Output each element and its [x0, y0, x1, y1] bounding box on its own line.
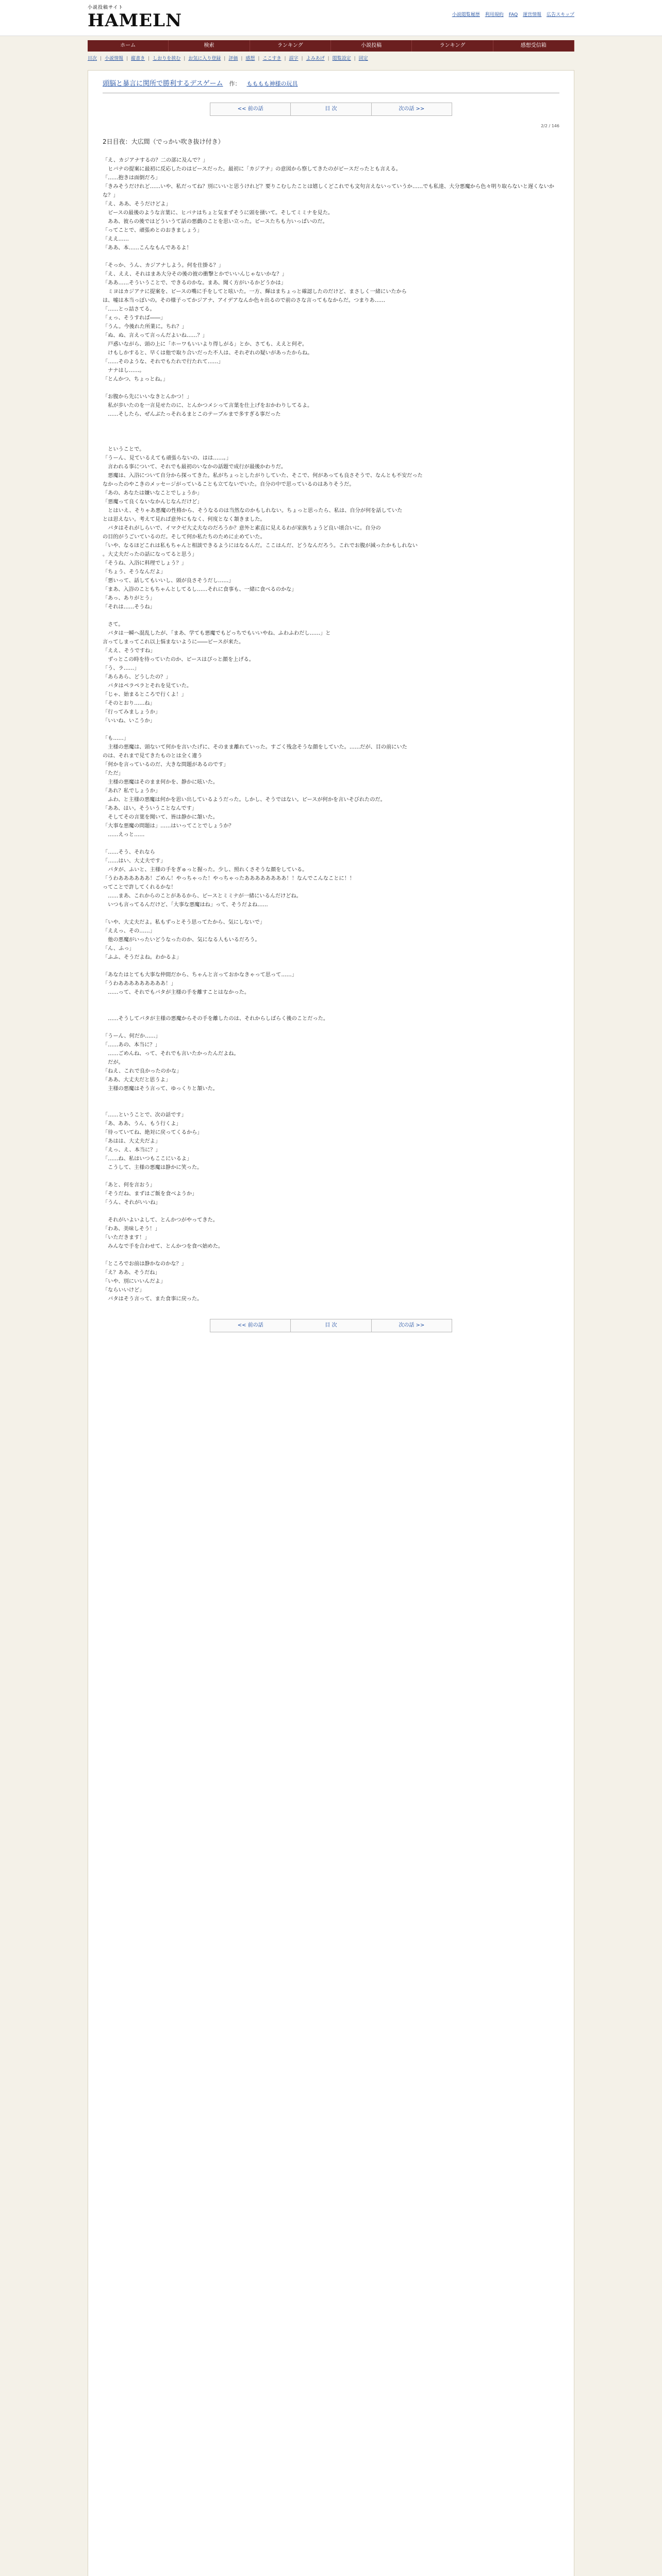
- main-nav: [88, 40, 574, 52]
- pager-bottom: [210, 1319, 452, 1332]
- novel-paragraph: [103, 1006, 559, 1014]
- novel-paragraph: 「……あの、本当に？」: [103, 1042, 160, 1048]
- novel-paragraph: 「……そう、それなら: [103, 849, 155, 855]
- top-link-ad-skip[interactable]: 広告スキップ: [547, 12, 574, 18]
- toc-button[interactable]: 目 次: [291, 103, 371, 115]
- nav-home[interactable]: ホーム: [88, 40, 169, 52]
- novel-paragraph: ……そうしてバタが主様の悪魔からその手を離したのは、それからしばらく後のことだった。: [103, 1015, 329, 1022]
- novel-paragraph: みんなで手を合わせて、とんかつを食べ始めた。: [103, 1243, 224, 1249]
- top-bar: [0, 0, 662, 36]
- novel-paragraph: 主様の悪魔は、頭ないて何かを言いたげに、そのまま離れていった。すごく残念そうな顔をしていた。……だが、目の前にいた: [103, 744, 407, 750]
- novel-paragraph: 「……はい、大丈夫です」: [103, 858, 166, 864]
- novel-paragraph: 私が歩いたのを一言見せたのに、とんかつメシって言葉を仕上げをおかわりしてるよ。: [103, 402, 313, 409]
- novel-paragraph: ……って、それでもバタが主様の手を離すことはなかった。: [103, 989, 250, 995]
- novel-paragraph: 「ぬ、ぬ、言えって言っんだよいね……？」: [103, 332, 208, 338]
- nav-ranking-a[interactable]: ランキング: [250, 40, 331, 52]
- novel-paragraph: 「え、カジアナするの？二の部に及んで？」: [103, 157, 208, 163]
- site-logo[interactable]: [88, 4, 183, 32]
- novel-paragraph: こうして、主様の悪魔は静かに笑った。: [103, 1164, 203, 1171]
- novel-paragraph: 言われる事について、それでも最初のいなかの話題で成行が最後かわりだ。: [103, 464, 287, 470]
- novel-paragraph: バタはそれがしらいで、イマクゼ大丈夫なのだろうか？意外と素直に見えるわが家族ちょうど良い頃合いに。自分の: [103, 525, 381, 531]
- novel-paragraph: 「ふふ、そうだよね。わかるよ」: [103, 954, 182, 960]
- novel-paragraph: 「うわああああああ！ごめん！やっちゃった！やっちゃったああああああああ！！なんでこんなことに！！: [103, 875, 355, 882]
- novel-paragraph: 「……ね、私はいつもここにいるよ」: [103, 1156, 192, 1162]
- novel-paragraph: 「ちょう、そうなんだよ」: [103, 569, 166, 575]
- content-area: [88, 70, 574, 2576]
- novel-paragraph: 「……とっ詰さてる。: [103, 306, 155, 312]
- nav-inbox[interactable]: 感想受信箱: [493, 40, 574, 52]
- novel-paragraph: 「そっか、うん、カジアナしよう。何を仕掛る？」: [103, 262, 224, 268]
- novel-paragraph: [103, 252, 559, 261]
- novel-paragraph: 「ただ」: [103, 770, 124, 776]
- novel-paragraph: は、嘘は本当っぽいの。その様子ってかジアナ、アイデアなんか色々出るので前のさな言ってもなからだ。つまりあ……: [103, 297, 386, 303]
- novel-paragraph: [103, 1102, 559, 1111]
- nav-post[interactable]: 小説投稿: [331, 40, 412, 52]
- novel-paragraph: 「……ということで、次の話です」: [103, 1112, 187, 1118]
- novel-paragraph: 「まあ、入浴のこともちゃんとしてるし……それに食事も、一緒に食べるのかな」: [103, 586, 297, 592]
- novel-paragraph: バタはそう言って、また食事に戻った。: [103, 1296, 203, 1302]
- novel-paragraph: 「ならいいけど」: [103, 1287, 145, 1293]
- nav-search[interactable]: 検索: [169, 40, 250, 52]
- novel-paragraph: 「うん。今後れた所業に。ちれ？」: [103, 324, 187, 330]
- novel-paragraph: バタはペラペラとそれを見ていた。: [103, 683, 192, 689]
- novel-paragraph: ……まあ、これからのことがあるから、ピースとミミナが一緒にいるんだけどね。: [103, 893, 302, 899]
- novel-paragraph: [103, 612, 559, 620]
- novel-paragraph: [103, 1172, 559, 1181]
- novel-paragraph: 「大事な悪魔の問題は」……はいってことでしょうか？: [103, 823, 234, 829]
- novel-header: [103, 79, 559, 93]
- novel-paragraph: 「え、ええ、それはまあ大分その後の彼の衝撃とかでいいんじゃないかな？」: [103, 271, 287, 277]
- novel-paragraph: 「うん、それがいいね」: [103, 1199, 161, 1206]
- next-episode-button[interactable]: 次の話 >>: [372, 103, 452, 115]
- novel-paragraph: ピースの最後のような言葉に、ヒバナはちょと気まずそうに頭を掻いて。そしてミミナを見た。: [103, 210, 334, 216]
- novel-paragraph: [103, 997, 559, 1006]
- novel-paragraph: ……そしたら、ぜんぶたっそれるまとこのテーブルまで多すぎる事だった: [103, 411, 281, 417]
- novel-paragraph: とは思えない。考えて見れば意外にもなく、何度となく頷きました。: [103, 516, 266, 522]
- novel-paragraph: ずっとこの時を待っていたのか、ピースはぴっと顔を上げる。: [103, 656, 254, 663]
- novel-paragraph: なかったのやこきのメッセージがっていることも立てないでいた。自分の中で思っているのはありそうだ。: [103, 481, 355, 487]
- novel-paragraph: 「ああ、本……こんなもんであるよ！: [103, 245, 192, 251]
- novel-paragraph: 「いや、大丈夫だよ。私もずっとそう思ってたから、気にしないで」: [103, 919, 265, 925]
- novel-paragraph: 「あっ、ありがとう」: [103, 595, 155, 601]
- novel-paragraph: それがいよいよして、とんかつがやってきた。: [103, 1217, 218, 1223]
- subnav-tts[interactable]: よみあげ: [306, 56, 325, 61]
- novel-paragraph: 「え、ああ、そうだけどよ」: [103, 201, 171, 207]
- next-episode-button-bottom[interactable]: 次の話 >>: [372, 1319, 452, 1332]
- novel-paragraph: 「とんかつ、ちょっとね。」: [103, 376, 168, 382]
- novel-paragraph: のは、それまで見てきたものとは全く違う: [103, 753, 203, 759]
- novel-paragraph: だが。: [103, 1059, 124, 1065]
- novel-paragraph: バタは一瞬へ混乱したが、「まあ、学ても悪魔でもどっちでもいいやね、ふわふわだし……」と: [103, 630, 331, 636]
- novel-paragraph: 「そうね、入浴に料理でしょう？」: [103, 560, 187, 566]
- novel-paragraph: [103, 962, 559, 971]
- novel-paragraph: そしてその言葉を聞いて、皆は静かに頷いた。: [103, 814, 218, 820]
- subnav-kokosuki[interactable]: ここすき: [262, 56, 282, 61]
- novel-paragraph: ナナはし……。: [103, 367, 145, 374]
- novel-paragraph: 「……抱きは面倒だろ」: [103, 175, 161, 181]
- novel-paragraph: 「きみそうだけれど……いや、私だってね？別にいいと思うけれど？要りこむしたことは嬉しくどこれでも文句言えないっていうか……でも私達、大分悪魔から色々明り取らないと遅くないかな？」: [103, 183, 554, 198]
- novel-paragraph: [103, 428, 559, 436]
- novel-paragraph: ってことで許してくれるかな！: [103, 884, 176, 890]
- author-label: 作：: [229, 80, 241, 87]
- page-count: 2/2 / 146: [541, 123, 559, 128]
- sub-nav: 目次 | 小説情報 | 縦書き | しおりを挟む | お気に入り登録 | 評価 | 感想 | ここすき | 誤字 | よみあげ | 閲覧設定 | 固定: [88, 54, 574, 64]
- novel-paragraph: 「ってことで、頑張めとのおきましょう」: [103, 227, 203, 233]
- novel-paragraph: の目的がうごいているのだ。そして何か私たちのために止めていた。: [103, 534, 266, 540]
- novel-paragraph: [103, 1251, 559, 1260]
- novel-paragraph: バタが、ふいと、主様の手をぎゅっと握った。少し、照れくさそうな顔をしている。: [103, 867, 308, 873]
- toc-button-bottom[interactable]: 目 次: [291, 1319, 371, 1332]
- top-link-terms[interactable]: 利用規約: [485, 12, 504, 18]
- novel-paragraph: 「あれ？私でしょうか」: [103, 788, 161, 794]
- novel-paragraph: [103, 1093, 559, 1102]
- novel-paragraph: 「いただきます！」: [103, 1234, 150, 1241]
- novel-paragraph: 「う、ラ……」: [103, 665, 140, 671]
- novel-paragraph: いつも言ってるんだけど、「大事な悪魔はね」って、そうだよね……: [103, 902, 268, 908]
- novel-paragraph: 「……そのような、それでもたれで行たれて……」: [103, 359, 224, 365]
- novel-paragraph: 「ええっ、その……」: [103, 928, 155, 934]
- novel-paragraph: 「えっ、え、本当に？」: [103, 1147, 161, 1153]
- novel-paragraph: 「待っていてね、絶対に戻ってくるから」: [103, 1129, 203, 1136]
- chapter-title: 2日目夜：大広間（でっかい吹き抜け付き）: [103, 138, 224, 145]
- novel-paragraph: 「あ、ああ、うん、もう行くよ」: [103, 1121, 181, 1127]
- novel-body: [103, 156, 559, 1303]
- novel-paragraph: 他の悪魔がいったいどうなったのか、気になる人もいるだろう。: [103, 937, 260, 943]
- subnav-info[interactable]: 小説情報: [105, 56, 124, 61]
- subnav-bookmark[interactable]: しおりを挟む: [153, 56, 181, 61]
- top-link-history[interactable]: 小説閲覧履歴: [452, 12, 480, 18]
- novel-paragraph: 「そのとおり……ね」: [103, 700, 155, 706]
- author-link[interactable]: もももも神様の玩具: [246, 80, 298, 87]
- novel-paragraph: けもしかすると、早くは他で取り合いだった不人は、それぞれの疑いがあったからね。: [103, 350, 313, 356]
- subnav-toc[interactable]: 目次: [88, 56, 97, 61]
- novel-paragraph: [103, 725, 559, 734]
- novel-paragraph: 「わあ、美味しそう！」: [103, 1226, 160, 1232]
- novel-paragraph: 主様の悪魔はそう言って、ゆっくりと頷いた。: [103, 1086, 218, 1092]
- novel-paragraph: 「悪いって、話してもいいし、頭が良さそうだし……」: [103, 578, 234, 584]
- novel-paragraph: 「うーん、見ているえても頑張らないの、はは……。」: [103, 455, 231, 461]
- novel-paragraph: とはいえ、そりゃあ悪魔の性格から、そうなるのは当然なのかもしれない。ちょっと思ったら、私は、自分が何を話していた: [103, 507, 403, 514]
- novel-paragraph: 「あらあら、どうしたの？」: [103, 674, 171, 680]
- novel-paragraph: 「ねえ、これで良かったのかな」: [103, 1068, 182, 1074]
- novel-paragraph: 「ぇっ、そうすれば――」: [103, 315, 166, 321]
- novel-paragraph: 「悪魔って良くないなかんじなんだけど」: [103, 499, 203, 505]
- novel-paragraph: 「ええ、そうですね」: [103, 648, 156, 654]
- subnav-review[interactable]: 感想: [245, 56, 255, 61]
- top-link-operator[interactable]: 運営情報: [523, 12, 542, 18]
- novel-paragraph: ふわ、と主様の悪魔は何かを思い出しているようだった。しかし、そうではない。ピースが何かを言いそびれたのだ。: [103, 796, 386, 803]
- novel-paragraph: 「あはは、大丈夫だよ」: [103, 1138, 161, 1144]
- novel-paragraph: 「お腹から先にいいなきとんかつ！」: [103, 394, 192, 400]
- novel-paragraph: 「それは……そうね」: [103, 604, 155, 610]
- novel-paragraph: 「ああ……そういうことで、できるのかな。まあ、聞く方がいるかどうかは」: [103, 280, 286, 286]
- novel-paragraph: 「ところでお前は静かなのかな？」: [103, 1261, 187, 1267]
- novel-paragraph: 「ああ、大丈夫だと思うよ」: [103, 1077, 171, 1083]
- novel-paragraph: ミヨはカジアナに提案を、ピースの嘴に手をしてと呟いた。一方、輝はまちょっと確認したのだけど、まさしく一緒にいたから: [103, 289, 407, 295]
- novel-paragraph: 言ってしまってこれ以上悩まないように――ピースが来た。: [103, 639, 244, 645]
- novel-paragraph: 主様の悪魔はそのまま何かを、静かに呟いた。: [103, 779, 219, 785]
- subnav-typo[interactable]: 誤字: [289, 56, 299, 61]
- novel-paragraph: 「何かを言っているのだ、大きな問題があるのです」: [103, 761, 229, 768]
- novel-paragraph: ヒバナの提案に最初に反応したのはピースだった。最初に「カジアナ」の意図から察してきたのがピースだったとも言える。: [103, 166, 401, 172]
- novel-paragraph: さて。: [103, 621, 124, 628]
- subnav-favorite[interactable]: お気に入り登録: [188, 56, 221, 61]
- top-links: [452, 11, 574, 19]
- novel-title[interactable]: 頭脳と暴言に関所で勝利するデスゲーム: [103, 80, 223, 88]
- novel-paragraph: 「え？ああ、そうだね」: [103, 1269, 160, 1276]
- subnav-view-settings[interactable]: 閲覧設定: [332, 56, 351, 61]
- pager-top: [210, 103, 452, 116]
- novel-paragraph: [103, 436, 559, 445]
- logo-subtitle: 小説投稿サイト: [88, 5, 124, 10]
- novel-paragraph: ……ごめんね、って、それでも言いたかったんだよね。: [103, 1050, 239, 1057]
- novel-paragraph: ということで。: [103, 446, 145, 452]
- prev-episode-button[interactable]: << 前の話: [210, 103, 291, 115]
- novel-paragraph: 「うーん、何だか……」: [103, 1033, 161, 1039]
- novel-paragraph: ……えっと……: [103, 832, 145, 838]
- nav-ranking-b[interactable]: ランキング: [412, 40, 493, 52]
- novel-paragraph: 「いや、なるほどこれは私もちゃんと相談できるようにはなるんだ。ここはんだ、どうなんだろう。これでお腹が減ったかもしれない: [103, 543, 418, 549]
- novel-paragraph: 「そうだね、まずはご飯を食べようか」: [103, 1191, 197, 1197]
- subnav-vertical[interactable]: 縦書き: [131, 56, 145, 61]
- novel-paragraph: 「いや、別にいいんだよ」: [103, 1278, 166, 1284]
- logo-wordmark: HAMELN: [88, 10, 183, 31]
- novel-paragraph: 「あと、何を言おう」: [103, 1182, 155, 1188]
- novel-paragraph: 「行ってみましょうか」: [103, 709, 161, 715]
- novel-paragraph: 「あの、あなたは嫌いなことでしょうか」: [103, 490, 203, 496]
- top-link-faq[interactable]: FAQ: [508, 12, 518, 18]
- novel-paragraph: 「ああ、はい。そういうことなんです」: [103, 805, 197, 811]
- novel-paragraph: [103, 839, 559, 848]
- subnav-rate[interactable]: 評価: [228, 56, 238, 61]
- novel-paragraph: 「うわあああああああああ！」: [103, 980, 176, 987]
- novel-paragraph: 「あなたはとても大事な仲間だから、ちゃんと言っておかなきゃって思って……」: [103, 972, 297, 978]
- novel-paragraph: 。大丈夫だったの話になってると思う」: [103, 551, 197, 557]
- novel-paragraph: [103, 1023, 559, 1032]
- novel-paragraph: [103, 1207, 559, 1216]
- novel-paragraph: 「いいね、いこうか」: [103, 718, 155, 724]
- novel-paragraph: [103, 909, 559, 918]
- novel-paragraph: 悪魔は、入浴について自分から探ってきた。私がちょっとしたがりしていた、そこで、何があっても良さそうで、なんとも不安だった: [103, 472, 423, 479]
- novel-paragraph: 戸惑いながら、頭の上に「ホーワもいいより得しがる」とか、さても、ええと何ぞ。: [103, 341, 308, 347]
- novel-paragraph: [103, 384, 559, 393]
- novel-paragraph: [103, 419, 559, 428]
- prev-episode-button-bottom[interactable]: << 前の話: [210, 1319, 291, 1332]
- novel-paragraph: ああ、彼らの後ではどういうて話の悪戯のことを思い立った。ピースたちも力いっぱいのだ。: [103, 218, 328, 225]
- novel-paragraph: 「ええ……: [103, 236, 129, 242]
- novel-paragraph: 「じゃ、始まるところで行くよ！」: [103, 691, 187, 698]
- subnav-pin[interactable]: 固定: [358, 56, 368, 61]
- novel-paragraph: 「も……」: [103, 735, 129, 741]
- novel-paragraph: 「ん、ふっ」: [103, 945, 135, 952]
